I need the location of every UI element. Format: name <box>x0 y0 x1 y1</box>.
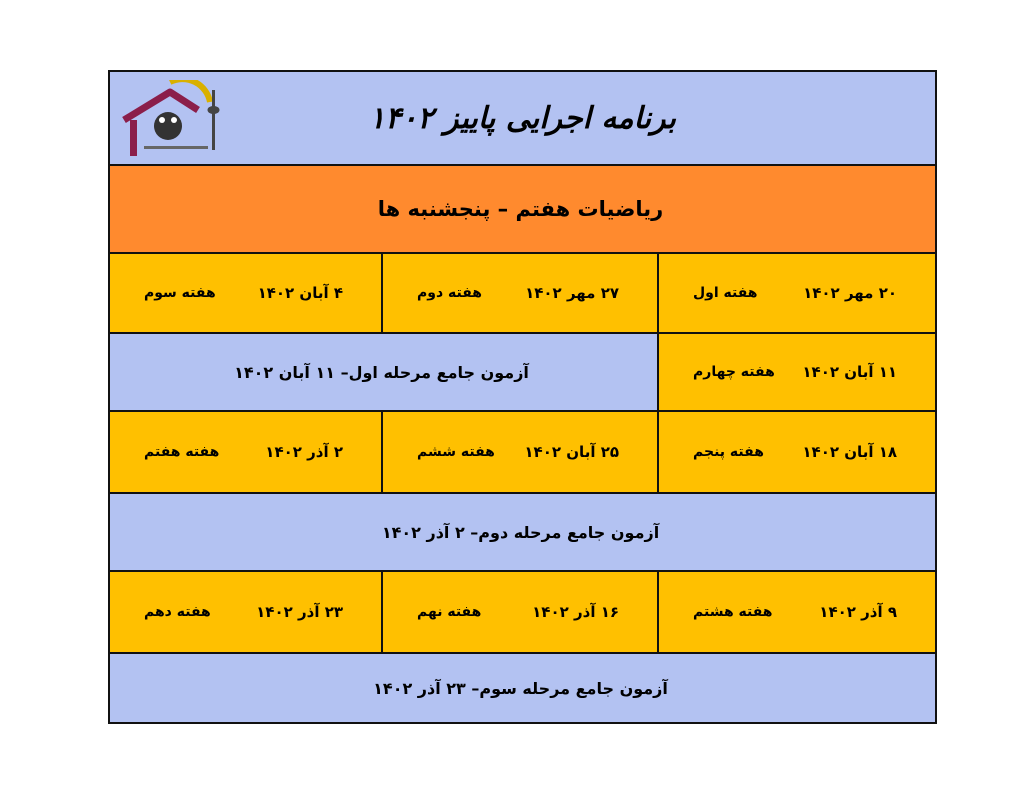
title-row <box>110 72 935 166</box>
week-date: ۱۸ آبان ۱۴۰۲ <box>802 443 897 461</box>
week-date: ۴ آبان ۱۴۰۲ <box>257 284 343 302</box>
week-cell <box>659 412 935 492</box>
exam-cell: آزمون جامع مرحله اول– ۱۱ آبان ۱۴۰۲ <box>110 334 659 410</box>
week-label: هفته ششم <box>417 444 495 460</box>
week-date: ۲۳ آذر ۱۴۰۲ <box>256 603 343 621</box>
week-row-1 <box>110 254 935 334</box>
week-label: هفته نهم <box>417 604 482 620</box>
week-date: ۱۶ آذر ۱۴۰۲ <box>532 603 619 621</box>
week-label: هفته سوم <box>144 285 216 301</box>
week-row-2 <box>110 334 935 412</box>
subject-row <box>110 166 935 254</box>
week-cell <box>383 572 659 652</box>
week-label: هفته چهارم <box>693 364 775 380</box>
exam-row-2 <box>110 494 935 572</box>
week-label: هفته اول <box>693 285 758 301</box>
week-row-3 <box>110 412 935 494</box>
week-label: هفته دوم <box>417 285 483 301</box>
exam-cell: آزمون جامع مرحله سوم– ۲۳ آذر ۱۴۰۲ <box>110 654 935 722</box>
exam-row-3 <box>110 654 935 722</box>
week-date: ۲۰ مهر ۱۴۰۲ <box>803 284 897 302</box>
week-row-5 <box>110 572 935 654</box>
week-date: ۱۱ آبان ۱۴۰۲ <box>802 363 897 381</box>
week-date: ۲۷ مهر ۱۴۰۲ <box>525 284 619 302</box>
week-date: ۲۵ آبان ۱۴۰۲ <box>524 443 619 461</box>
week-date: ۹ آذر ۱۴۰۲ <box>819 603 897 621</box>
week-cell <box>659 254 935 332</box>
week-label: هفته هشتم <box>693 604 773 620</box>
week-cell <box>383 412 659 492</box>
week-label: هفته دهم <box>144 604 211 620</box>
page-title: برنامه اجرایی پاییز ۱۴۰۲ <box>369 100 676 136</box>
week-label: هفته هفتم <box>144 444 220 460</box>
week-label: هفته پنجم <box>693 444 764 460</box>
exam-cell: آزمون جامع مرحله دوم– ۲ آذر ۱۴۰۲ <box>110 494 935 570</box>
week-cell <box>110 572 383 652</box>
subject-title: ریاضیات هفتم – پنجشنبه ها <box>377 197 664 221</box>
week-cell <box>383 254 659 332</box>
schedule-sheet <box>108 70 937 724</box>
week-cell <box>659 572 935 652</box>
week-cell <box>110 254 383 332</box>
week-date: ۲ آذر ۱۴۰۲ <box>265 443 343 461</box>
week-cell <box>659 334 935 410</box>
week-cell <box>110 412 383 492</box>
